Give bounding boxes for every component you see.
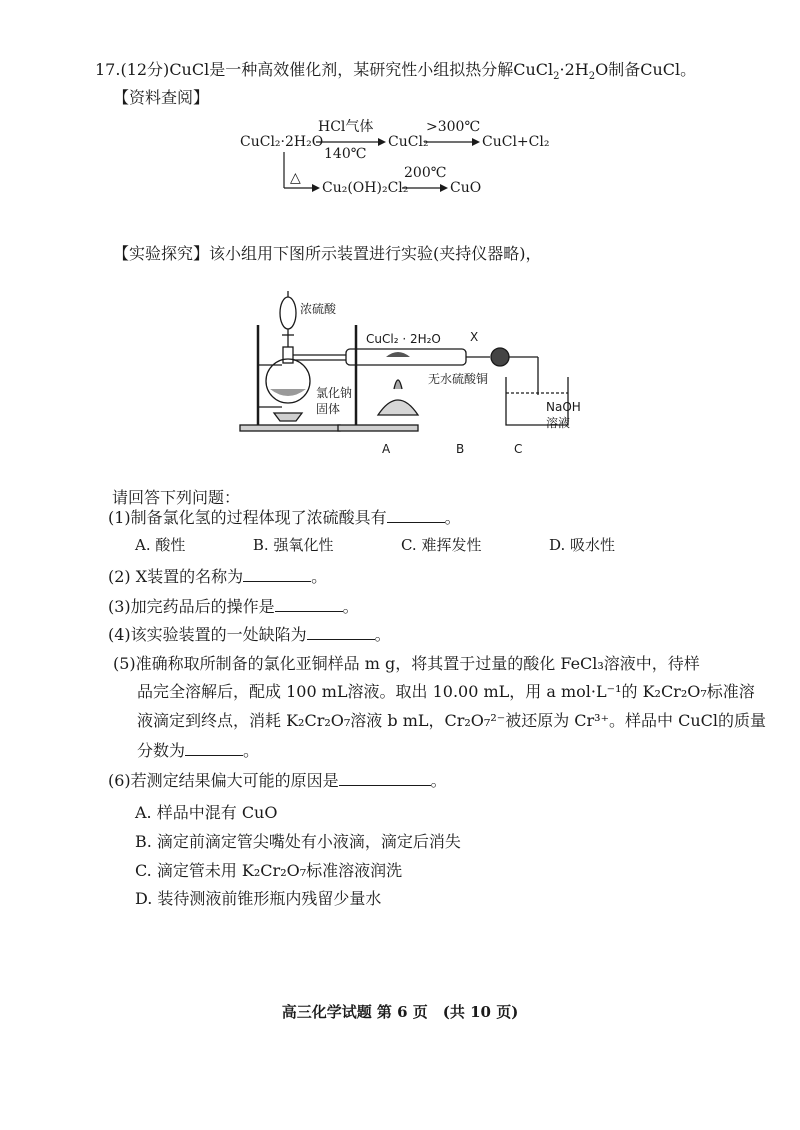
answer-prompt: 请回答下列问题： bbox=[112, 488, 241, 507]
answer-blank-4[interactable] bbox=[307, 623, 375, 640]
question-1: (1)制备氯化氢的过程体现了浓硫酸具有 。 bbox=[108, 508, 461, 527]
q6-option-c[interactable]: C. 滴定管未用 K₂Cr₂O₇标准溶液润洗 bbox=[135, 861, 403, 880]
scheme-mid: CuCl₂ bbox=[388, 134, 429, 150]
label-acid: 浓硫酸 bbox=[300, 302, 337, 316]
label-naoh-1: NaOH bbox=[546, 400, 581, 414]
reference-title: 【资料查阅】 bbox=[113, 88, 210, 107]
question-3: (3)加完药品后的操作是 。 bbox=[108, 597, 359, 616]
question-4: (4)该实验装置的一处缺陷为 。 bbox=[108, 625, 391, 644]
scheme-branch-product: Cu₂(OH)₂Cl₂ bbox=[322, 180, 409, 196]
round-flask bbox=[266, 359, 310, 403]
scheme-branch-cond: △ bbox=[290, 170, 301, 186]
answer-blank-1[interactable] bbox=[387, 506, 445, 523]
separatory-funnel bbox=[280, 297, 296, 329]
question-5-line-2: 品完全溶解后，配成 100 mL溶液。取出 10.00 mL，用 a mol·L⁻¹的 K₂Cr₂O₇标准溶 bbox=[137, 682, 755, 701]
question-5-line-1: (5)准确称取所制备的氯化亚铜样品 m g，将其置于过量的酸化 FeCl₃溶液中，待样 bbox=[113, 654, 700, 673]
label-nacl-2: 固体 bbox=[316, 402, 341, 416]
q1-option-b[interactable]: B. 强氧化性 bbox=[252, 536, 334, 554]
drying-tube-x bbox=[491, 348, 509, 366]
q6-option-a[interactable]: A. 样品中混有 CuO bbox=[135, 803, 278, 822]
scheme-cond2-top: >300℃ bbox=[426, 119, 481, 135]
question-points: (12分) bbox=[120, 60, 170, 79]
alcohol-lamp bbox=[378, 400, 418, 415]
experiment-intro: 【实验探究】该小组用下图所示装置进行实验(夹持仪器略)， bbox=[113, 244, 542, 263]
answer-blank-6[interactable] bbox=[339, 769, 431, 786]
left-stand-base bbox=[240, 425, 340, 431]
label-b: B bbox=[456, 442, 465, 456]
answer-blank-2[interactable] bbox=[243, 565, 311, 582]
scheme-branch-end: CuO bbox=[450, 180, 482, 196]
question-number: 17. bbox=[95, 60, 121, 79]
answer-blank-5[interactable] bbox=[185, 739, 243, 756]
q6-option-b[interactable]: B. 滴定前滴定管尖嘴处有小液滴，滴定后消失 bbox=[135, 832, 461, 851]
question-stem: 17.(12分)CuCl是一种高效催化剂，某研究性小组拟热分解$CuCl_2\cdot 2H_2O$制备CuCl。 bbox=[95, 60, 697, 83]
q1-option-c[interactable]: C. 难挥发性 bbox=[400, 536, 482, 554]
label-cuso4: 无水硫酸铜 bbox=[428, 372, 489, 386]
label-a: A bbox=[382, 442, 391, 456]
scheme-end: CuCl+Cl₂ bbox=[482, 134, 550, 150]
scheme-cond1-bottom: 140℃ bbox=[324, 146, 367, 162]
label-naoh-2: 溶液 bbox=[546, 416, 571, 430]
page-footer: 高三化学试题 第 6 页 (共 10 页) bbox=[281, 1003, 519, 1021]
question-6: (6)若测定结果偏大可能的原因是 。 bbox=[108, 771, 447, 790]
scheme-cond3-top: 200℃ bbox=[404, 165, 447, 181]
q1-options bbox=[135, 534, 615, 555]
label-nacl-1: 氯化钠 bbox=[316, 386, 353, 400]
q6-option-d[interactable]: D. 装待测液前锥形瓶内残留少量水 bbox=[135, 889, 382, 908]
question-2: (2) X装置的名称为 。 bbox=[108, 567, 328, 586]
reaction-scheme bbox=[240, 118, 570, 208]
question-5-line-4: 分数为 。 bbox=[137, 741, 260, 760]
scheme-start: CuCl₂·2H₂O bbox=[240, 134, 324, 150]
answer-blank-3[interactable] bbox=[275, 595, 343, 612]
q1-option-d[interactable]: D. 吸水性 bbox=[548, 536, 615, 554]
apparatus-diagram bbox=[238, 285, 598, 460]
label-tube: CuCl₂ · 2H₂O bbox=[366, 332, 441, 346]
label-c: C bbox=[514, 442, 523, 456]
question-5-line-3: 液滴定到终点，消耗 K₂Cr₂O₇溶液 b mL，Cr₂O₇²⁻被还原为 Cr³⁺。样品中 CuCl的质量 bbox=[137, 711, 767, 730]
scheme-cond1-top: HCl气体 bbox=[318, 119, 374, 135]
label-x: X bbox=[470, 330, 479, 344]
q1-option-a[interactable]: A. 酸性 bbox=[135, 536, 186, 554]
